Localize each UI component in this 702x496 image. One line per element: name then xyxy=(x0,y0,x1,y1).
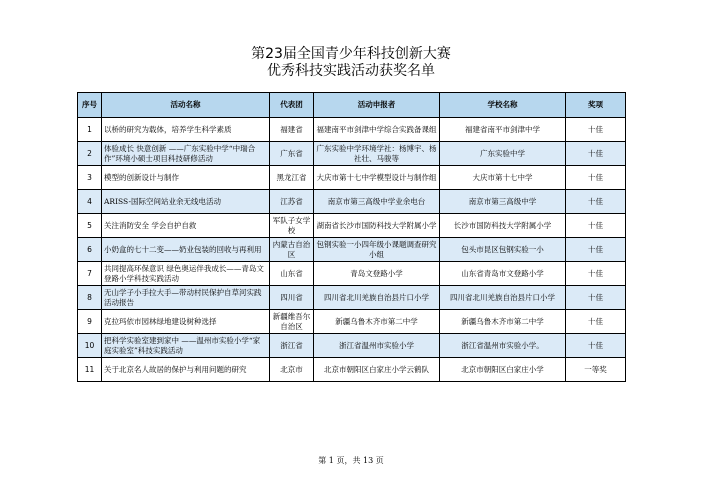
row-activity-name: 共同提高环保意识 绿色奥运伴我成长——青岛文登路小学科技实践活动 xyxy=(102,262,270,286)
row-no: 4 xyxy=(78,190,102,214)
title-line-2: 优秀科技实践活动获奖名单 xyxy=(267,63,435,79)
row-delegation: 浙江省 xyxy=(270,334,314,358)
page-footer: 第 1 页，共 13 页 xyxy=(318,456,384,465)
row-applicant: 南京市第三高级中学业余电台 xyxy=(314,190,440,214)
table-row xyxy=(78,214,626,238)
row-award: 一等奖 xyxy=(566,358,626,382)
table-row xyxy=(78,358,626,382)
row-award: 十佳 xyxy=(566,118,626,142)
row-activity-name: 克拉玛依市园林绿地建设树种选择 xyxy=(102,310,270,334)
row-award: 十佳 xyxy=(566,310,626,334)
row-activity-name: 以桥的研究为载体，培养学生科学素质 xyxy=(102,118,270,142)
table-row xyxy=(78,238,626,262)
row-award: 十佳 xyxy=(566,286,626,310)
row-school: 四川省北川羌族自治县片口小学 xyxy=(440,286,566,310)
row-no: 2 xyxy=(78,142,102,166)
row-applicant: 新疆乌鲁木齐市第二中学 xyxy=(314,310,440,334)
row-delegation: 广东省 xyxy=(270,142,314,166)
table-row xyxy=(78,310,626,334)
row-activity-name: 关于北京名人故居的保护与利用问题的研究 xyxy=(102,358,270,382)
row-activity-name: 体验成长 快意创新 ——广东实验中学“中瑞合作”环境小硕士项目科技研修活动 xyxy=(102,142,270,166)
header-award: 奖项 xyxy=(566,93,626,118)
row-school: 南京市第三高级中学 xyxy=(440,190,566,214)
row-applicant: 浙江省温州市实验小学 xyxy=(314,334,440,358)
row-delegation: 新疆维吾尔自治区 xyxy=(270,310,314,334)
row-delegation: 内蒙古自治区 xyxy=(270,238,314,262)
header-activity-name: 活动名称 xyxy=(102,93,270,118)
row-award: 十佳 xyxy=(566,166,626,190)
row-delegation: 黑龙江省 xyxy=(270,166,314,190)
row-award: 十佳 xyxy=(566,190,626,214)
row-applicant: 青岛文登路小学 xyxy=(314,262,440,286)
row-delegation: 军队子女学校 xyxy=(270,214,314,238)
table-row xyxy=(78,142,626,166)
row-activity-name: 关注消防安全 学会自护自救 xyxy=(102,214,270,238)
row-school: 长沙市国防科技大学附属小学 xyxy=(440,214,566,238)
row-no: 9 xyxy=(78,310,102,334)
row-award: 十佳 xyxy=(566,142,626,166)
row-applicant: 福建南平市剑津中学综合实践备课组 xyxy=(314,118,440,142)
row-activity-name: 模型的创新设计与制作 xyxy=(102,166,270,190)
header-school: 学校名称 xyxy=(440,93,566,118)
row-applicant: 包钢实验一小四年级小课题调查研究小组 xyxy=(314,238,440,262)
table-row xyxy=(78,118,626,142)
row-award: 十佳 xyxy=(566,334,626,358)
row-no: 5 xyxy=(78,214,102,238)
row-activity-name: ARISS-国际空间站业余无线电活动 xyxy=(102,190,270,214)
row-school: 山东省青岛市文登路小学 xyxy=(440,262,566,286)
row-award: 十佳 xyxy=(566,214,626,238)
row-school: 广东实验中学 xyxy=(440,142,566,166)
row-delegation: 四川省 xyxy=(270,286,314,310)
row-applicant: 北京市朝阳区白家庄小学云鹤队 xyxy=(314,358,440,382)
row-award: 十佳 xyxy=(566,238,626,262)
row-activity-name: 小奶盒的七十二变——奶业包装的回收与再利用 xyxy=(102,238,270,262)
table-header-row xyxy=(78,93,626,118)
row-school: 大庆市第十七中学 xyxy=(440,166,566,190)
row-no: 1 xyxy=(78,118,102,142)
row-no: 7 xyxy=(78,262,102,286)
row-delegation: 山东省 xyxy=(270,262,314,286)
row-delegation: 福建省 xyxy=(270,118,314,142)
table-row xyxy=(78,262,626,286)
header-delegation: 代表团 xyxy=(270,93,314,118)
row-delegation: 江苏省 xyxy=(270,190,314,214)
row-applicant: 广东实验中学环境学社：杨博宇、杨社壮、马骏等 xyxy=(314,142,440,166)
row-school: 新疆乌鲁木齐市第二中学 xyxy=(440,310,566,334)
row-school: 浙江省温州市实验小学。 xyxy=(440,334,566,358)
table-row xyxy=(78,286,626,310)
row-school: 包头市昆区包钢实验一小 xyxy=(440,238,566,262)
row-award: 十佳 xyxy=(566,262,626,286)
row-applicant: 湖南省长沙市国防科技大学附属小学 xyxy=(314,214,440,238)
header-applicant: 活动申报者 xyxy=(314,93,440,118)
row-no: 10 xyxy=(78,334,102,358)
row-delegation: 北京市 xyxy=(270,358,314,382)
table-row xyxy=(78,334,626,358)
row-school: 福建省南平市剑津中学 xyxy=(440,118,566,142)
row-no: 3 xyxy=(78,166,102,190)
row-school: 北京市朝阳区白家庄小学 xyxy=(440,358,566,382)
row-activity-name: 无山学子小手拉大手—带动村民保护自草河实践活动报告 xyxy=(102,286,270,310)
row-activity-name: 把科学实验室建到家中 ——温州市实验小学“家庭实验室”科技实践活动 xyxy=(102,334,270,358)
table-row xyxy=(78,166,626,190)
row-applicant: 四川省北川羌族自治县片口小学 xyxy=(314,286,440,310)
award-table xyxy=(77,92,626,382)
row-no: 11 xyxy=(78,358,102,382)
table-row xyxy=(78,190,626,214)
row-applicant: 大庆市第十七中学模型设计与制作组 xyxy=(314,166,440,190)
title-line-1: 第23届全国青少年科技创新大赛 xyxy=(251,46,451,62)
row-no: 6 xyxy=(78,238,102,262)
header-no: 序号 xyxy=(78,93,102,118)
row-no: 8 xyxy=(78,286,102,310)
